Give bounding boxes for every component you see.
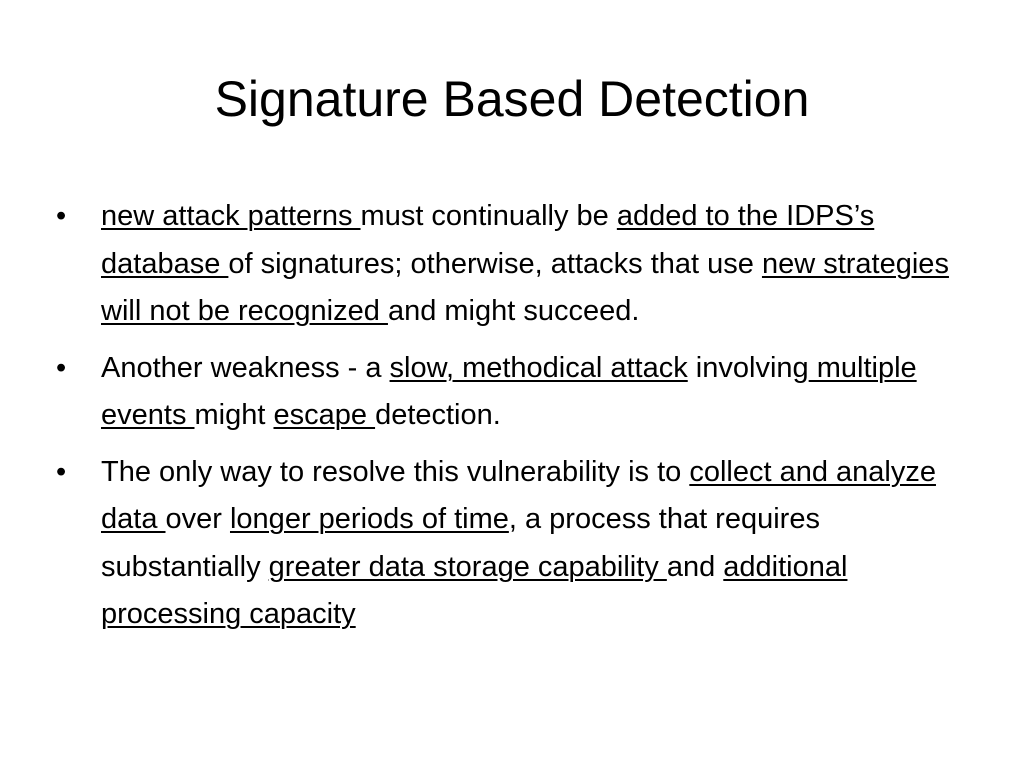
text-segment: and bbox=[666, 550, 724, 583]
underlined-phrase: greater data storage capability bbox=[268, 550, 667, 583]
underlined-phrase: added to the IDPS’s database bbox=[101, 200, 875, 280]
text-segment: , a process that requires substantially bbox=[101, 503, 820, 583]
text-segment: over bbox=[165, 503, 230, 535]
bullet-item bbox=[56, 193, 968, 336]
text-segment: must continually be bbox=[360, 200, 617, 232]
underlined-phrase: longer periods of time bbox=[229, 503, 509, 535]
bullet-dot: • bbox=[56, 351, 67, 384]
text-segment: The only way to resolve this vulnerability is to bbox=[101, 455, 690, 488]
underlined-phrase: slow, methodical attack bbox=[389, 351, 688, 384]
bullet-dot: • bbox=[56, 455, 67, 488]
bullet-list bbox=[56, 193, 968, 648]
bullet-text bbox=[101, 200, 949, 327]
bullet-dot: • bbox=[56, 200, 67, 232]
bullet-item bbox=[56, 345, 968, 440]
bullet-item bbox=[56, 449, 968, 639]
underlined-phrase: new attack patterns bbox=[101, 200, 361, 232]
bullet-text bbox=[101, 352, 917, 432]
underlined-phrase: new strategies will not be recognized bbox=[101, 247, 949, 327]
text-segment: of signatures; otherwise, attacks that use bbox=[228, 247, 762, 280]
bullet-text bbox=[101, 456, 936, 631]
text-segment: and might succeed. bbox=[387, 295, 640, 327]
text-segment: involving bbox=[687, 351, 809, 384]
text-segment: detection. bbox=[375, 399, 501, 431]
text-segment: might bbox=[194, 399, 274, 431]
slide-title: Signature Based Detection bbox=[214, 71, 810, 127]
text-segment: Another weakness - a bbox=[101, 351, 390, 384]
underlined-phrase: multiple events bbox=[101, 351, 917, 431]
underlined-phrase: escape bbox=[273, 399, 376, 431]
underlined-phrase: collect and analyze data bbox=[101, 455, 936, 535]
underlined-phrase: additional processing capacity bbox=[101, 550, 848, 630]
